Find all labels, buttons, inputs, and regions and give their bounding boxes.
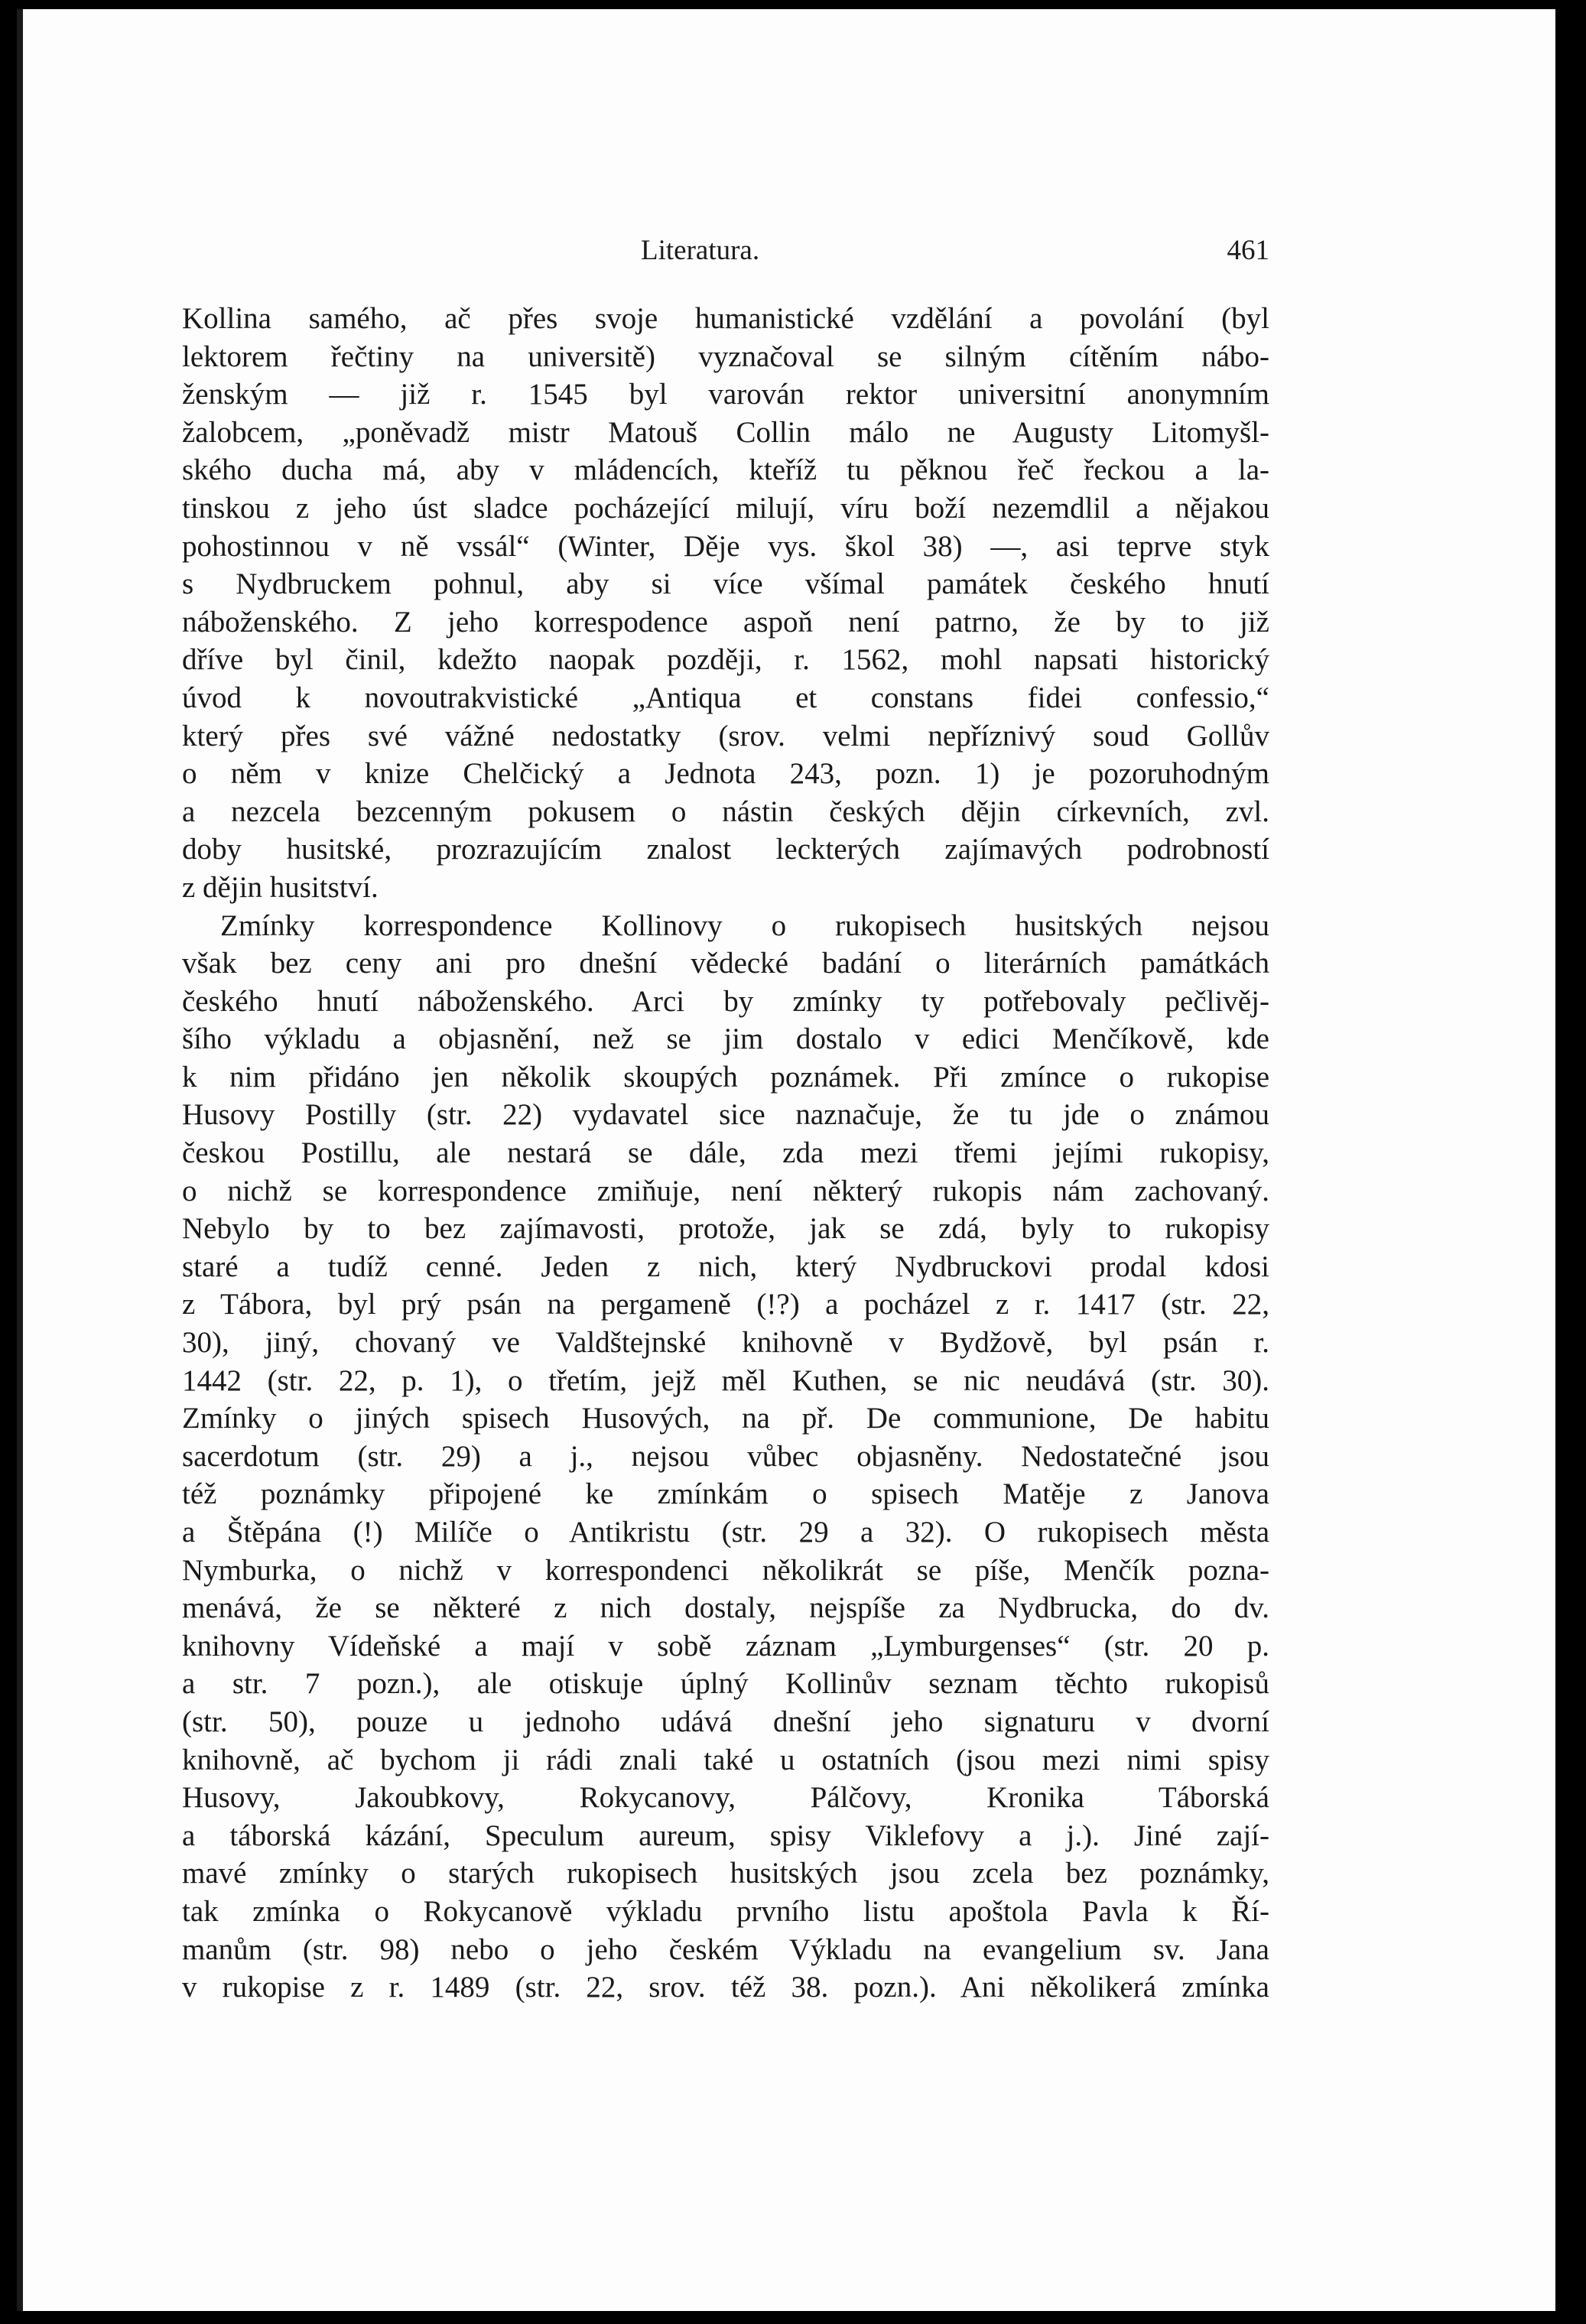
text-line: knihovně, ač bychom ji rádi znali také u ostatních (jsou mezi nimi spisy (182, 1743, 1269, 1776)
text-line: šího výkladu a objasnění, než se jim dostalo v edici Menčíkově, kde (182, 1022, 1269, 1056)
text-line: o něm v knize Chelčický a Jednota 243, pozn. 1) je pozoruhodným (182, 757, 1269, 791)
text-line: manům (str. 98) nebo o jeho českém Výkladu na evangelium sv. Jana (182, 1932, 1269, 1966)
paragraph-start-line: Zmínky korrespondence Kollinovy o rukopisech husitských nejsou (220, 908, 1269, 942)
text-line: náboženského. Z jeho korrespodence aspoň není patrno, že by to již (182, 605, 1269, 639)
paragraph-end-line: z dějin husitství. (182, 870, 379, 904)
text-line: k nim přidáno jen několik skoupých poznámek. Při zmínce o rukopise (182, 1060, 1269, 1094)
text-line: doby husitské, prozrazujícím znalost leckterých zajímavých podrobností (182, 833, 1269, 866)
text-line: staré a tudíž cenné. Jeden z nich, který Nydbruckovi prodal kdosi (182, 1250, 1269, 1283)
text-line: však bez ceny ani pro dnešní vědecké badání o literárních památkách (182, 947, 1269, 980)
page-number: 461 (1227, 235, 1269, 266)
text-line: tak zmínka o Rokycanově výkladu prvního listu apoštola Pavla k Ří- (182, 1894, 1269, 1928)
text-line: a Štěpána (!) Milíče o Antikristu (str. 29 a 32). O rukopisech města (182, 1516, 1269, 1549)
text-line: a táborská kázání, Speculum aureum, spisy Viklefovy a j.). Jiné zají- (182, 1819, 1269, 1852)
text-line: Nymburka, o nichž v korrespondenci několikrát se píše, Menčík pozna- (182, 1553, 1269, 1587)
text-line: z Tábora, byl prý psán na pergameně (!?) a pocházel z r. 1417 (str. 22, (182, 1288, 1269, 1321)
page-edge-shadow (17, 9, 23, 2311)
text-line: který přes své vážné nedostatky (srov. velmi nepříznivý soud Gollův (182, 719, 1269, 752)
text-line: mavé zmínky o starých rukopisech husitských jsou zcela bez poznámky, (182, 1857, 1269, 1890)
text-line: knihovny Vídeňské a mají v sobě záznam „Lymburgenses“ (str. 20 p. (182, 1629, 1269, 1663)
text-line: českou Postillu, ale nestará se dále, zda mezi třemi jejími rukopisy, (182, 1136, 1269, 1170)
text-line: pohostinnou v ně vssál“ (Winter, Děje vys. škol 38) —, asi teprve styk (182, 529, 1269, 563)
text-line: ského ducha má, aby v mládencích, kteříž tu pěknou řeč řeckou a la- (182, 453, 1269, 487)
text-line: lektorem řečtiny na universitě) vyznačoval se silným cítěním nábo- (182, 340, 1269, 373)
body-text (182, 300, 1269, 2044)
text-line (182, 2007, 1269, 2045)
running-title: Literatura. (641, 235, 760, 266)
text-line: (str. 50), pouze u jednoho udává dnešní jeho signaturu v dvorní (182, 1705, 1269, 1738)
text-line: ženským — již r. 1545 byl varován rektor universitní anonymním (182, 378, 1269, 411)
text-line: Husovy Postilly (str. 22) vydavatel sice naznačuje, že tu jde o známou (182, 1098, 1269, 1132)
text-line: 1442 (str. 22, p. 1), o třetím, jejž měl Kuthen, se nic neudává (str. 30). (182, 1364, 1269, 1397)
text-line: menává, že se některé z nich dostaly, nejspíše za Nydbrucka, do dv. (182, 1591, 1269, 1625)
page-header (182, 234, 1269, 272)
text-line: žalobcem, „poněvadž mistr Matouš Collin málo ne Augusty Litomyšl- (182, 415, 1269, 449)
text-line: v rukopise z r. 1489 (str. 22, srov. též 38. pozn.). Ani několikerá zmínka (182, 1971, 1269, 2004)
text-line: českého hnutí náboženského. Arci by zmínky ty potřebovaly pečlivěj- (182, 984, 1269, 1018)
text-line: sacerdotum (str. 29) a j., nejsou vůbec objasněny. Nedostatečné jsou (182, 1439, 1269, 1473)
text-line: též poznámky připojené ke zmínkám o spisech Matěje z Janova (182, 1477, 1269, 1511)
text-line: s Nydbruckem pohnul, aby si více všímal památek českého hnutí (182, 567, 1269, 601)
text-line: a str. 7 pozn.), ale otiskuje úplný Kollinův seznam těchto rukopisů (182, 1667, 1269, 1701)
text-line: Husovy, Jakoubkovy, Rokycanovy, Pálčovy, Kronika Táborská (182, 1781, 1269, 1815)
text-line: Zmínky o jiných spisech Husových, na př. De communione, De habitu (182, 1402, 1269, 1435)
text-line: Nebylo by to bez zajímavosti, protože, jak se zdá, byly to rukopisy (182, 1212, 1269, 1246)
text-line: o nichž se korrespondence zmiňuje, není některý rukopis nám zachovaný. (182, 1174, 1269, 1208)
text-line: tinskou z jeho úst sladce pocházející milují, víru boží nezemdlil a nějakou (182, 491, 1269, 525)
text-line: úvod k novoutrakvistické „Antiqua et constans fidei confessio,“ (182, 681, 1269, 714)
text-line: dříve byl činil, kdežto naopak později, r. 1562, mohl napsati historický (182, 643, 1269, 677)
text-line: a nezcela bezcenným pokusem o nástin českých dějin církevních, zvl. (182, 795, 1269, 828)
text-line: 30), jiný, chovaný ve Valdštejnské knihovně v Bydžově, byl psán r. (182, 1326, 1269, 1360)
text-line: Kollina samého, ač přes svoje humanistické vzdělání a povolání (byl (182, 302, 1269, 335)
